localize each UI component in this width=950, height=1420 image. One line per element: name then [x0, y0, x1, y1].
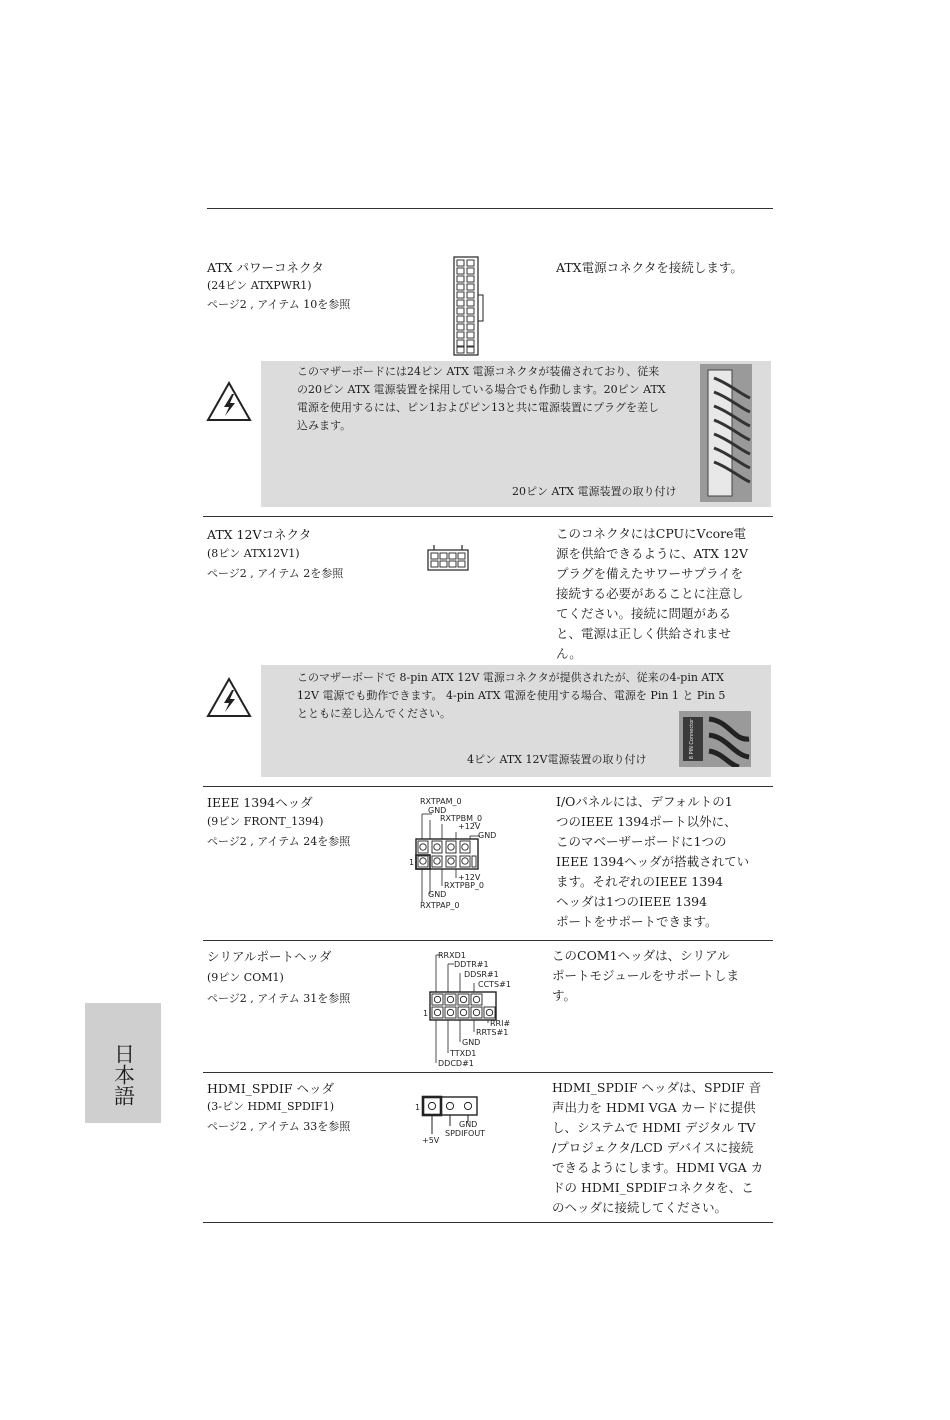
atx12v-desc: このコネクタにはCPUにVcore電 源を供給できるように、ATX 12V プラグを備えたサワーサプライを 接続する必要があることに注意し てください。接続に問題がある と、電源は正しく供給されませ ん。	[556, 526, 748, 661]
com1-ref: ページ2 , アイテム 31を参照	[207, 992, 351, 1005]
ieee1394-desc: I/Oパネルには、デフォルトの1 つのIEEE 1394ポート以外に、 このマベーザーボードに1つの IEEE 1394ヘッダが搭載されてい ます。それぞれのIEEE 1394 ヘッダは1つのIEEE 1394 ポートをサポートできます。	[556, 794, 750, 929]
hdmi-spdif-ref: ページ2 , アイテム 33を参照	[207, 1120, 351, 1133]
pin-label: GND	[428, 890, 447, 899]
rule-1	[203, 516, 773, 517]
photo-label: 8 PIN Connector	[689, 718, 695, 760]
hdmi-spdif-spec: (3-ピン HDMI_SPDIF1)	[207, 1100, 335, 1113]
pin-label: GND	[459, 1120, 478, 1129]
atx12v-install-photo	[679, 711, 751, 767]
pin-label: RRI#	[490, 1019, 511, 1028]
pin-1-label: 1	[415, 1103, 421, 1112]
pin-label: +5V	[422, 1136, 440, 1145]
ieee1394-ref: ページ2 , アイテム 24を参照	[207, 835, 351, 848]
pin-label: RXTPAM_0	[420, 797, 462, 806]
atx24-connector-diagram	[450, 255, 486, 357]
com1-desc: このCOM1ヘッダは、シリアル ポートモジュールをサポートしま す。	[552, 948, 740, 1003]
pin-label: CCTS#1	[478, 980, 511, 989]
ieee1394-spec: (9ピン FRONT_1394)	[207, 815, 324, 828]
pin-label: TTXD1	[450, 1049, 477, 1058]
pin-1-label: 1	[409, 858, 415, 867]
hdmi-spdif-desc: HDMI_SPDIF ヘッダは、SPDIF 音 声出力を HDMI VGA カードに提供 し、システムで HDMI デジタル TV /プロジェクタ/LCD デバイスに接続 できるようにします。HDMI VGA カ ドの HDMI_SPDIFコネクタを、こ のヘッダに接続してください。	[552, 1080, 764, 1215]
pin-label: RXTPBP_0	[444, 881, 485, 890]
rule-4	[203, 1072, 773, 1073]
pin-1-label: 1	[423, 1009, 429, 1018]
pin-label: DDTR#1	[454, 960, 489, 969]
atx12v-title: ATX 12Vコネクタ	[207, 527, 312, 542]
pin-label: +12V	[458, 822, 481, 831]
com1-spec: (9ピン COM1)	[207, 971, 284, 984]
pin-label: RRXD1	[438, 951, 466, 960]
atx-power-ref: ページ2 , アイテム 10を参照	[207, 298, 351, 311]
atx-power-desc: ATX電源コネクタを接続します。	[556, 260, 743, 275]
hdmi-spdif-title: HDMI_SPDIF ヘッダ	[207, 1081, 334, 1096]
note-2-caption: 4ピン ATX 12V電源装置の取り付け	[467, 753, 647, 766]
pin-label: +12V	[458, 873, 481, 882]
pin-label: RXTPBM_0	[440, 814, 483, 823]
pin-label: GND	[478, 831, 497, 840]
atx12v-spec: (8ピン ATX12V1)	[207, 547, 300, 560]
language-tab	[85, 1003, 161, 1123]
atx-power-spec: (24ピン ATXPWR1)	[207, 279, 312, 292]
pin-label: GND	[462, 1038, 481, 1047]
note-2-text: このマザーボードで 8-pin ATX 12V 電源コネクタが提供されたが、従来の4-pin ATX 12V 電源でも動作できます。 4-pin ATX 電源を使用する場合、電源を Pin 1 と Pin 5 とともに差し込んでください。	[297, 671, 726, 720]
warning-icon	[205, 380, 253, 424]
atx20-install-photo	[700, 364, 752, 502]
hdmi-spdif-header-diagram	[413, 1094, 493, 1146]
note-1-text: このマザーボードには24ピン ATX 電源コネクタが装備されており、従来 の20ピン ATX 電源装置を採用している場合でも作動します。20ピン ATX 電源を使用するには、ピン1およびピン13と共に電源装置にプラグを差し 込みます。	[297, 365, 666, 432]
ieee1394-header-diagram	[406, 794, 506, 916]
ieee1394-title: IEEE 1394ヘッダ	[207, 795, 313, 810]
pin-label: GND	[428, 806, 447, 815]
atx-power-title: ATX パワーコネクタ	[207, 260, 324, 275]
pin-label: RRTS#1	[476, 1028, 509, 1037]
language-tab-label: 日本語	[111, 1042, 136, 1106]
pin-label: SPDIFOUT	[445, 1129, 486, 1138]
pin-label: DDSR#1	[464, 970, 499, 979]
warning-icon	[205, 676, 253, 720]
note-1-caption: 20ピン ATX 電源装置の取り付け	[512, 485, 677, 498]
atx12v-ref: ページ2 , アイテム 2を参照	[207, 567, 344, 580]
rule-3	[203, 940, 773, 941]
atx12v-connector-diagram	[426, 544, 470, 572]
top-rule	[207, 208, 773, 209]
rule-2	[203, 786, 773, 787]
bottom-rule	[203, 1222, 773, 1223]
pin-label: DDCD#1	[438, 1059, 474, 1067]
com1-title: シリアルポートヘッダ	[207, 949, 332, 964]
pin-label: RXTPAP_0	[420, 901, 460, 910]
com1-header-diagram	[420, 947, 520, 1067]
